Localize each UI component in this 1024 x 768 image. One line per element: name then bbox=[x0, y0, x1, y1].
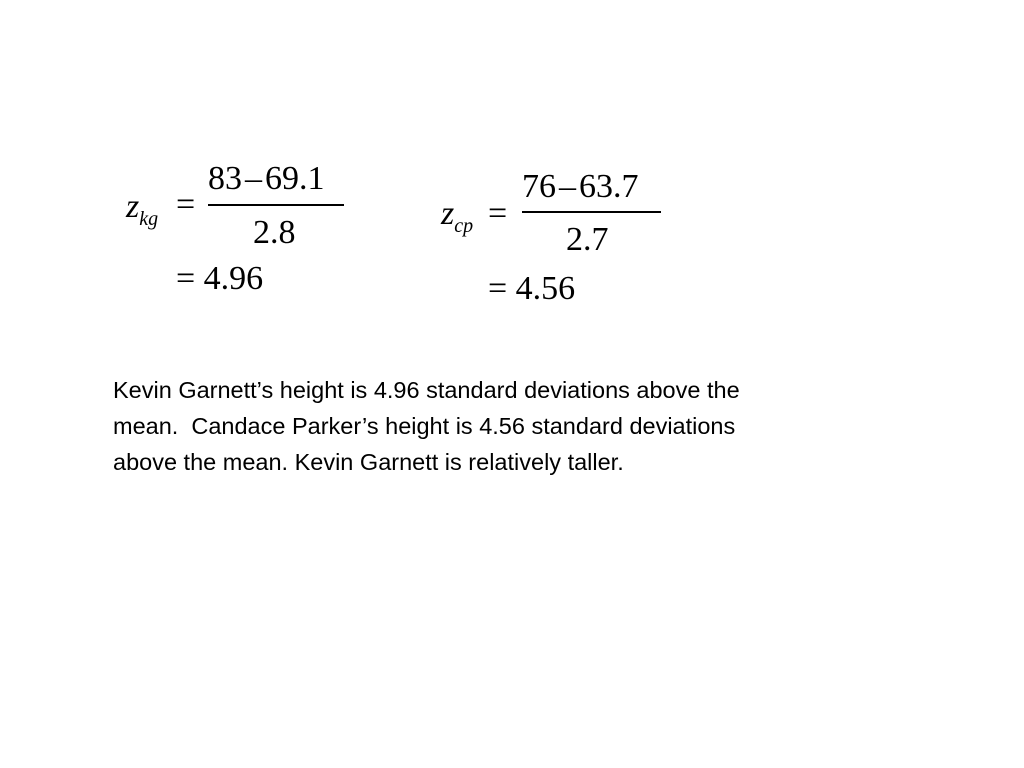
z-cp-subscript: cp bbox=[454, 215, 474, 237]
z-kg-numerator-left: 83 bbox=[208, 160, 242, 197]
explanation-line-1: Kevin Garnett’s height is 4.96 standard deviations above the bbox=[113, 377, 740, 403]
z-kg-result: = 4.96 bbox=[176, 260, 264, 297]
z-cp-equals: = bbox=[488, 195, 508, 232]
explanation-line-2: mean. Candace Parker’s height is 4.56 standard deviations bbox=[113, 413, 736, 439]
z-cp-fraction-bar bbox=[522, 211, 661, 213]
z-kg-minus: – bbox=[245, 160, 262, 197]
z-kg-numerator-right: 69.1 bbox=[265, 160, 325, 197]
z-cp-variable bbox=[441, 195, 474, 237]
z-kg-subscript: kg bbox=[139, 208, 159, 230]
z-cp-numerator bbox=[522, 170, 639, 204]
z-cp-numerator-left: 76 bbox=[522, 168, 556, 205]
z-kg-letter: z bbox=[126, 188, 140, 225]
z-cp-letter: z bbox=[441, 195, 455, 232]
z-cp-minus: – bbox=[559, 168, 576, 205]
z-kg-denominator: 2.8 bbox=[253, 214, 296, 251]
z-cp-denominator: 2.7 bbox=[566, 221, 609, 258]
explanation-line-3: above the mean. Kevin Garnett is relatively taller. bbox=[113, 449, 624, 475]
explanation-paragraph bbox=[113, 372, 893, 480]
z-kg-equals: = bbox=[176, 186, 196, 223]
z-cp-numerator-right: 63.7 bbox=[579, 168, 639, 205]
z-cp-result: = 4.56 bbox=[488, 270, 576, 307]
